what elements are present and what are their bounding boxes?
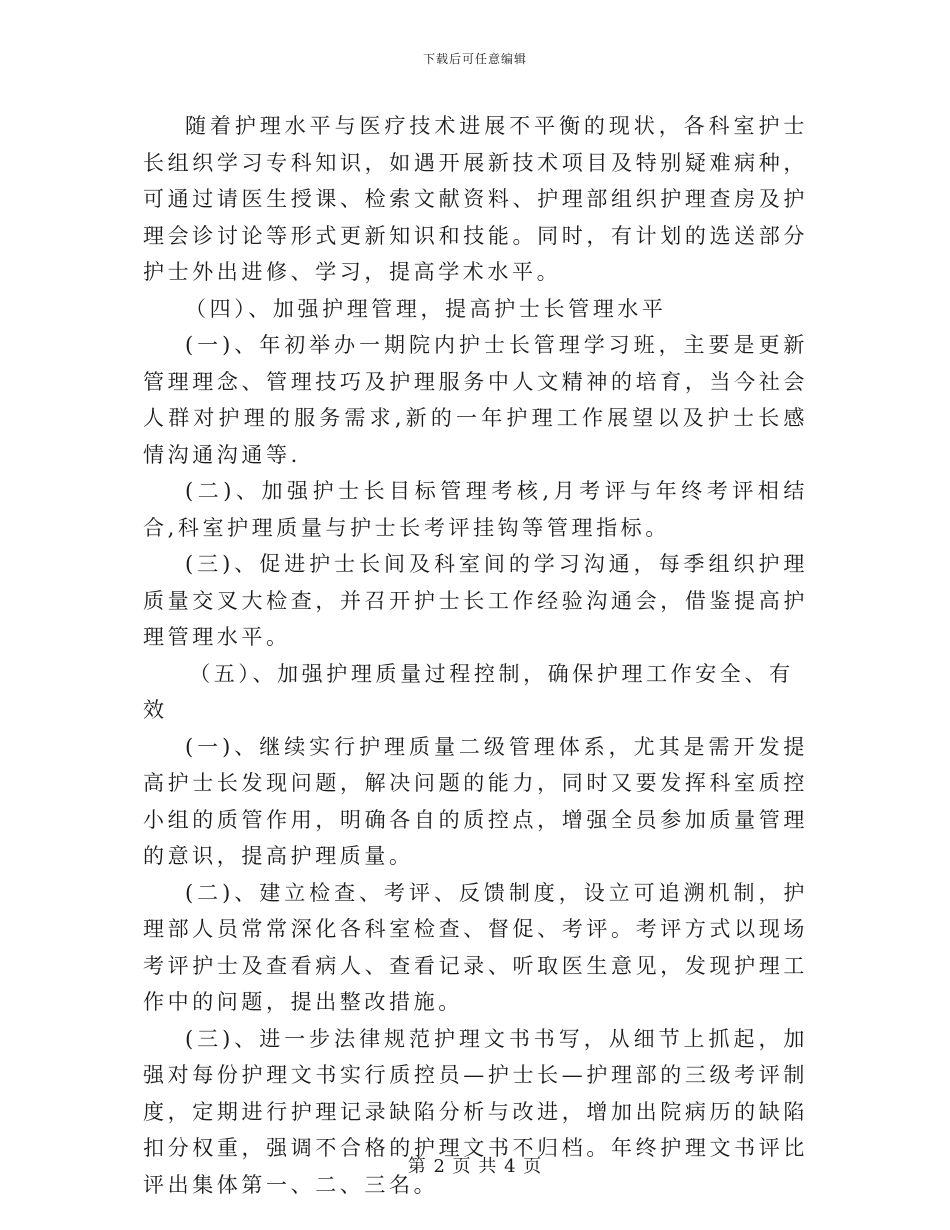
paragraph-4-1: (一)、年初举办一期院内护士长管理学习班，主要是更新管理理念、管理技巧及护理服务中人文精神的培育，当今社会人群对护理的服务需求,新的一年护理工作展望以及护士长感情沟通沟通等. bbox=[143, 333, 808, 467]
footer-middle: 页 共 bbox=[452, 1156, 498, 1177]
section-heading-5: （五）、加强护理质量过程控制，确保护理工作安全、有效 bbox=[143, 661, 794, 722]
footer-page-number: 2 bbox=[433, 1156, 446, 1177]
page-footer bbox=[0, 1152, 950, 1178]
paragraph-1: 随着护理水平与医疗技术进展不平衡的现状，各科室护士长组织学习专科知识，如遇开展新技术项目及特别疑难病种，可通过请医生授课、检索文献资料、护理部组织护理查房及护理会诊讨论等形式更新知识和技能。同时，有计划的选送部分护士外出进修、学习，提高学术水平。 bbox=[143, 114, 808, 284]
paragraph-5-2: (二)、建立检查、考评、反馈制度，设立可追溯机制，护理部人员常常深化各科室检查、督促、考评。考评方式以现场考评护士及查看病人、查看记录、听取医生意见，发现护理工作中的问题，提出整改措施。 bbox=[143, 880, 808, 1014]
document-body bbox=[143, 108, 808, 1203]
footer-total-pages: 4 bbox=[504, 1156, 517, 1177]
footer-prefix: 第 bbox=[407, 1156, 427, 1177]
paragraph-4-2: (二)、加强护士长目标管理考核,月考评与年终考评相结合,科室护理质量与护士长考评挂钩等管理指标。 bbox=[143, 479, 808, 540]
page-header: 下载后可任意编辑 bbox=[422, 52, 527, 66]
footer-suffix: 页 bbox=[523, 1156, 543, 1177]
section-heading-4: （四）、加强护理管理，提高护士长管理水平 bbox=[185, 296, 667, 321]
paragraph-4-3: (三)、促进护士长间及科室间的学习沟通，每季组织护理质量交叉大检查，并召开护士长工作经验沟通会，借鉴提高护理管理水平。 bbox=[143, 552, 808, 649]
paragraph-5-1: (一)、继续实行护理质量二级管理体系，尤其是需开发提高护士长发现问题，解决问题的能力，同时又要发挥科室质控小组的质管作用，明确各自的质控点，增强全员参加质量管理的意识，提高护理质量。 bbox=[143, 734, 808, 868]
paragraph-5-3: (三)、进一步法律规范护理文书书写，从细节上抓起，加强对每份护理文书实行质控员—护士长—护理部的三级考评制度，定期进行护理记录缺陷分析与改进，增加出院病历的缺陷扣分权重，强调不合格的护理文书不归档。年终护理文书评比评出集体第一、二、三名。 bbox=[143, 1026, 808, 1197]
